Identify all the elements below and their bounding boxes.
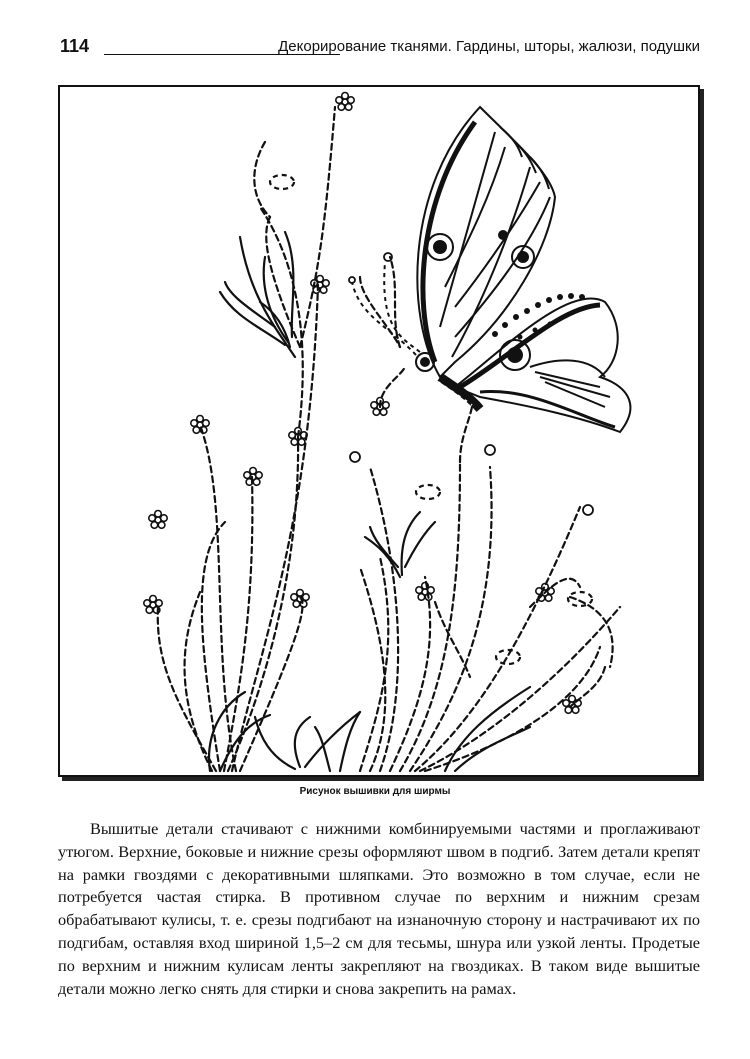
figure-caption: Рисунок вышивки для ширмы (299, 786, 451, 797)
embroidery-figure (58, 85, 700, 777)
butterfly (352, 107, 630, 432)
page-header (60, 36, 700, 66)
body-paragraph: Вышитые детали стачивают с нижними комбинируемыми частями и проглаживают утюгом. Верхние, боковые и нижние срезы оформляют швом в подгиб. Затем детали крепят на рамки гвоздями с декоративными шляпками. Это возможно в том случае, если не потребуется частая стирка. В противном случае по верхним и нижним срезам обрабатывают кулисы, т. е. срезы подгибают на изнаночную сторону и настрачивают их по подгибам, оставляя вход шириной 1,5–2 см для тесьмы, шнура или узкой ленты. Продетые по верхним и нижним кулисам ленты закрепляют на гвоздиках. В таком виде вышитые детали можно легко снять для стирки и снова закрепить на рамах. (58, 819, 700, 998)
running-title: Декорирование тканями. Гардины, шторы, жалюзи, подушки (278, 38, 700, 55)
page-number: 114 (60, 36, 90, 56)
embroidery-pattern-illustration (60, 87, 698, 775)
